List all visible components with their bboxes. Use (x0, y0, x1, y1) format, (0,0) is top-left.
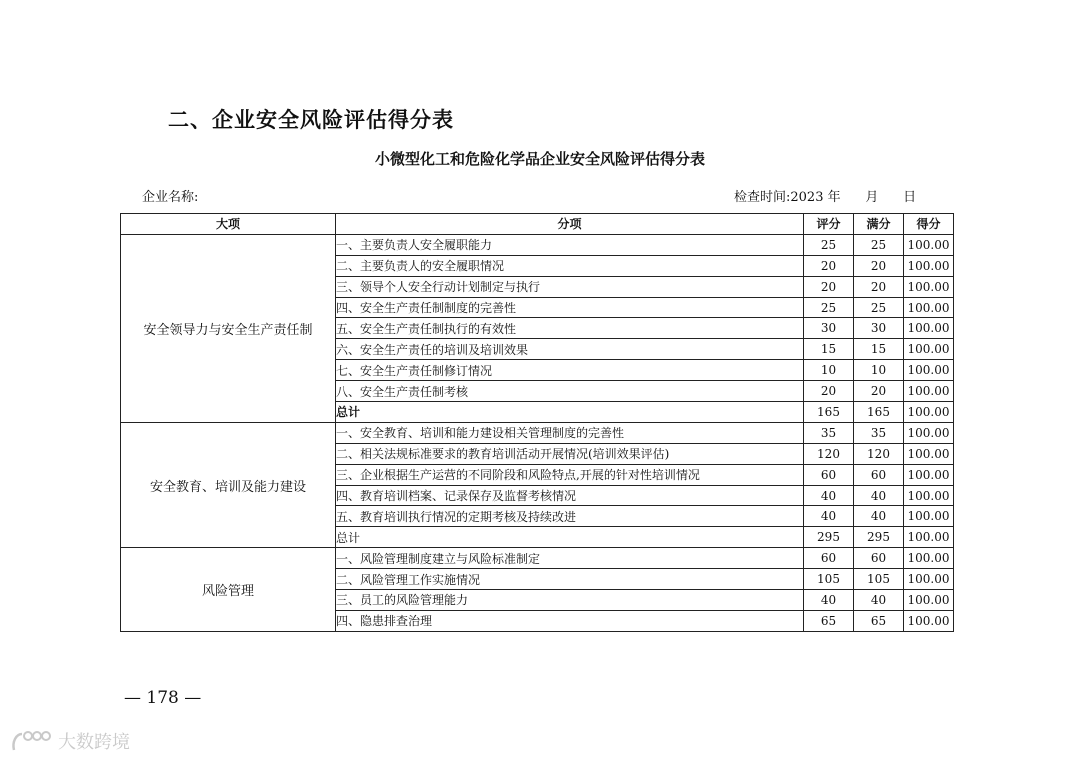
full-score-cell: 20 (854, 381, 904, 402)
score-cell: 40 (804, 506, 854, 527)
full-score-cell: 60 (854, 548, 904, 569)
full-score-cell: 60 (854, 464, 904, 485)
result-cell: 100.00 (904, 548, 954, 569)
score-cell: 30 (804, 318, 854, 339)
full-score-cell: 40 (854, 485, 904, 506)
result-cell: 100.00 (904, 402, 954, 423)
score-cell: 35 (804, 422, 854, 443)
result-cell: 100.00 (904, 318, 954, 339)
score-cell: 20 (804, 255, 854, 276)
category-cell: 风险管理 (121, 548, 336, 632)
full-score-cell: 295 (854, 527, 904, 548)
result-cell: 100.00 (904, 422, 954, 443)
full-score-cell: 20 (854, 276, 904, 297)
full-score-cell: 40 (854, 590, 904, 611)
full-score-cell: 15 (854, 339, 904, 360)
header-score: 评分 (804, 214, 854, 235)
item-cell: 总计 (336, 527, 804, 548)
item-cell: 二、风险管理工作实施情况 (336, 569, 804, 590)
full-score-cell: 20 (854, 255, 904, 276)
item-cell: 六、安全生产责任的培训及培训效果 (336, 339, 804, 360)
item-cell: 七、安全生产责任制修订情况 (336, 360, 804, 381)
company-name-label: 企业名称: (142, 190, 199, 205)
score-cell: 25 (804, 297, 854, 318)
score-cell: 40 (804, 590, 854, 611)
score-cell: 40 (804, 485, 854, 506)
score-cell: 15 (804, 339, 854, 360)
table-body (121, 234, 954, 631)
score-cell: 60 (804, 464, 854, 485)
table-row (121, 234, 954, 255)
result-cell: 100.00 (904, 443, 954, 464)
item-cell: 三、企业根据生产运营的不同阶段和风险特点,开展的针对性培训情况 (336, 464, 804, 485)
item-cell: 一、风险管理制度建立与风险标准制定 (336, 548, 804, 569)
watermark-text: 大数跨境 (58, 732, 130, 753)
score-cell: 165 (804, 402, 854, 423)
result-cell: 100.00 (904, 360, 954, 381)
full-score-cell: 105 (854, 569, 904, 590)
full-score-cell: 30 (854, 318, 904, 339)
result-cell: 100.00 (904, 464, 954, 485)
header-item: 分项 (336, 214, 804, 235)
full-score-cell: 40 (854, 506, 904, 527)
full-score-cell: 25 (854, 234, 904, 255)
category-cell: 安全领导力与安全生产责任制 (121, 234, 336, 422)
score-cell: 65 (804, 610, 854, 631)
score-cell: 120 (804, 443, 854, 464)
score-cell: 10 (804, 360, 854, 381)
item-cell: 五、教育培训执行情况的定期考核及持续改进 (336, 506, 804, 527)
watermark (10, 728, 130, 754)
full-score-cell: 65 (854, 610, 904, 631)
result-cell: 100.00 (904, 276, 954, 297)
item-cell: 一、安全教育、培训和能力建设相关管理制度的完善性 (336, 422, 804, 443)
table-row (121, 548, 954, 569)
result-cell: 100.00 (904, 569, 954, 590)
item-cell: 三、员工的风险管理能力 (336, 590, 804, 611)
category-cell: 安全教育、培训及能力建设 (121, 422, 336, 547)
result-cell: 100.00 (904, 590, 954, 611)
result-cell: 100.00 (904, 339, 954, 360)
result-cell: 100.00 (904, 610, 954, 631)
table-row (121, 422, 954, 443)
result-cell: 100.00 (904, 234, 954, 255)
item-cell: 二、主要负责人的安全履职情况 (336, 255, 804, 276)
inspection-time-label: 检查时间:2023 年 月 日 (734, 190, 917, 205)
table-header-row (121, 214, 954, 235)
result-cell: 100.00 (904, 381, 954, 402)
result-cell: 100.00 (904, 255, 954, 276)
score-cell: 20 (804, 276, 854, 297)
item-cell: 一、主要负责人安全履职能力 (336, 234, 804, 255)
score-cell: 105 (804, 569, 854, 590)
header-category: 大项 (121, 214, 336, 235)
score-table (120, 213, 954, 632)
item-cell: 四、隐患排查治理 (336, 610, 804, 631)
table-title: 小微型化工和危险化学品企业安全风险评估得分表 (374, 150, 705, 168)
full-score-cell: 25 (854, 297, 904, 318)
result-cell: 100.00 (904, 527, 954, 548)
score-cell: 295 (804, 527, 854, 548)
score-cell: 20 (804, 381, 854, 402)
header-result: 得分 (904, 214, 954, 235)
full-score-cell: 120 (854, 443, 904, 464)
item-cell: 四、安全生产责任制制度的完善性 (336, 297, 804, 318)
score-cell: 60 (804, 548, 854, 569)
item-cell: 三、领导个人安全行动计划制定与执行 (336, 276, 804, 297)
item-cell: 八、安全生产责任制考核 (336, 381, 804, 402)
score-cell: 25 (804, 234, 854, 255)
result-cell: 100.00 (904, 506, 954, 527)
item-cell: 四、教育培训档案、记录保存及监督考核情况 (336, 485, 804, 506)
result-cell: 100.00 (904, 485, 954, 506)
full-score-cell: 35 (854, 422, 904, 443)
watermark-logo-icon (10, 728, 54, 754)
page-number: — 178 — (124, 688, 202, 708)
result-cell: 100.00 (904, 297, 954, 318)
item-cell: 总计 (336, 402, 804, 423)
full-score-cell: 10 (854, 360, 904, 381)
item-cell: 五、安全生产责任制执行的有效性 (336, 318, 804, 339)
header-full: 满分 (854, 214, 904, 235)
section-title: 二、企业安全风险评估得分表 (168, 108, 454, 132)
full-score-cell: 165 (854, 402, 904, 423)
item-cell: 二、相关法规标准要求的教育培训活动开展情况(培训效果评估) (336, 443, 804, 464)
